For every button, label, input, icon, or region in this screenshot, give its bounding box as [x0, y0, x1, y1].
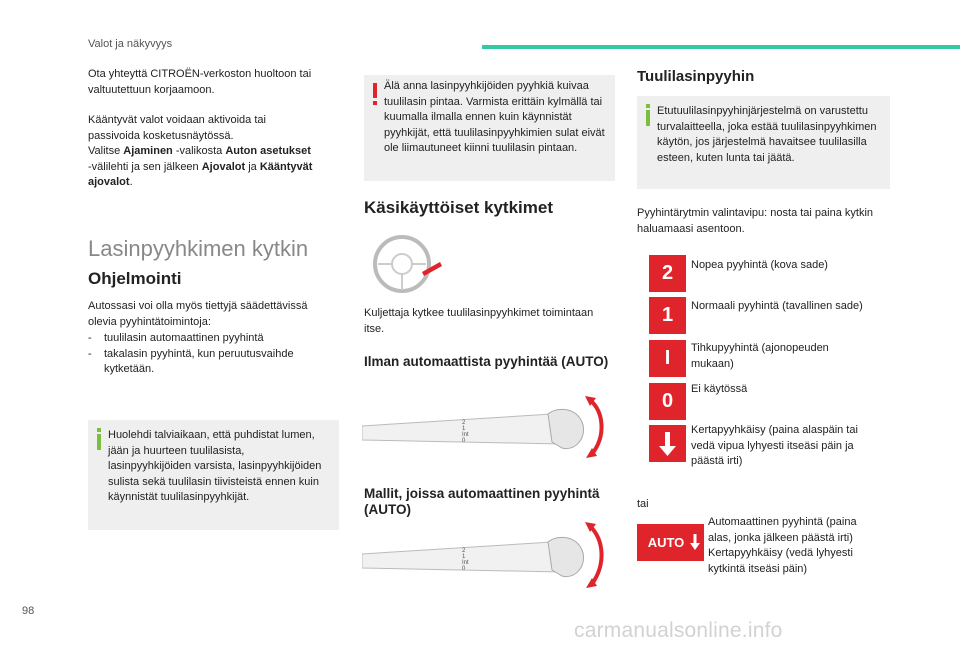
speed-2-icon: 2 — [649, 255, 686, 292]
section-header: Valot ja näkyvyys — [88, 38, 173, 50]
off-description: Ei käytössä — [691, 383, 748, 395]
auto-heading: Mallit, joissa automaattinen pyyhintä (AUTO) — [364, 486, 600, 517]
warning-box-text: Älä anna lasinpyyhkijöiden pyyhkiä kuivaa tuulilasin pintaa. Varmista erittäin kylmällä tai kuumalla ilmalla ennen kuin käynnistät pyyhkijät, että tuulilasinpyyhkimien sulat eivät ole liimautuneet kiinni tuulilasin pintaan. — [384, 80, 605, 154]
watermark: carmanualsonline.info — [574, 619, 783, 642]
or-text: tai — [637, 498, 649, 510]
list-item: - takalasin pyyhintä, kun peruutusvaihde kytketään. — [88, 347, 294, 375]
page-number: 98 — [22, 605, 35, 617]
contact-paragraph: Ota yhteyttä CITROËN-verkoston huoltoon tai valtuutettuun korjaamoon. — [88, 68, 312, 96]
svg-text:2: 2 — [462, 420, 466, 426]
warning-box — [364, 75, 615, 181]
svg-text:0: 0 — [462, 438, 466, 444]
selector-paragraph: Pyyhintärytmin valintavipu: nosta tai paina kytkin haluamaasi asentoon. — [637, 207, 874, 235]
text-line: Valitse Ajaminen -valikosta Auton asetukset — [88, 145, 311, 157]
intermittent-description: Tihkupyyhintä (ajonopeuden mukaan) — [691, 342, 829, 370]
info-icon — [96, 428, 102, 450]
single-wipe-description: Kertapyyhkäisy (paina alaspäin tai vedä vipua lyhyesti itseäsi päin ja päästä irti) — [691, 424, 858, 467]
list-item: - tuulilasin automaattinen pyyhintä — [88, 332, 264, 344]
speed-1-description: Normaali pyyhintä (tavallinen sade) — [691, 300, 863, 312]
text-line: -välilehti ja sen jälkeen Ajovalot ja Kääntyvät — [88, 160, 313, 173]
svg-text:1: 1 — [462, 554, 466, 560]
manual-switches-title: Käsikäyttöiset kytkimet — [364, 198, 553, 217]
wiper-stalk-illustration — [362, 392, 608, 468]
manual-switch-paragraph: Kuljettaja kytkee tuulilasinpyyhkimet toimintaan itse. — [364, 307, 594, 335]
warning-icon — [372, 83, 378, 105]
svg-text:1: 1 — [462, 426, 466, 432]
feature-list — [88, 331, 338, 378]
no-auto-heading: Ilman automaattista pyyhintää (AUTO) — [364, 354, 609, 369]
auto-arrow-down-icon — [690, 534, 700, 552]
info-icon — [645, 104, 651, 126]
cornering-lights-paragraph — [88, 113, 348, 191]
speed-2-description: Nopea pyyhintä (kova sade) — [691, 259, 828, 271]
auto-icon: AUTO — [637, 524, 704, 561]
svg-text:Int: Int — [462, 432, 469, 438]
svg-text:2: 2 — [462, 548, 466, 554]
info-box-text: Huolehdi talviaikaan, että puhdistat lumen, jään ja huurteen tuulilasista, lasinpyyhkijöiden varsista, lasinpyyhkijöiden sulista sekä tuulilasin tiivisteistä ennen kuin käynnistät tuulilasinpyyhkijät. — [108, 429, 322, 503]
info-box-text: Etutuulilasinpyyhinjärjestelmä on varustettu turvalaitteella, joka estää tuulilasinpyyhkimen käytön, jos järjestelmä havaitsee tuulilasilla esteen, kuten lunta tai jäätä. — [657, 105, 877, 164]
text-line: passivoida kosketusnäytössä. — [88, 129, 234, 142]
text-line: Kääntyvät valot voidaan aktivoida tai — [88, 114, 266, 126]
windscreen-wiper-title: Tuulilasinpyyhin — [637, 68, 755, 85]
auto-description: Automaattinen pyyhintä (paina alas, jonka jälkeen päästä irti) Kertapyyhkäisy (vedä lyhyesti kytkintä itseäsi päin) — [708, 516, 857, 575]
off-icon: 0 — [649, 383, 686, 420]
speed-1-icon: 1 — [649, 297, 686, 334]
svg-text:0: 0 — [462, 566, 466, 572]
text-line: ajovalot. — [88, 176, 133, 188]
programming-paragraph: Autossasi voi olla myös tiettyjä säädettävissä olevia pyyhintätoimintoja: — [88, 300, 308, 328]
safety-info-box — [637, 96, 890, 189]
steering-wheel-illustration — [364, 232, 444, 294]
wiper-stalk-auto-illustration — [362, 518, 608, 596]
header-accent-bar — [482, 45, 960, 49]
intermittent-icon: I — [649, 340, 686, 377]
winter-info-box — [88, 420, 339, 530]
svg-text:Int: Int — [462, 560, 469, 566]
section-title: Lasinpyyhkimen kytkin — [88, 236, 309, 261]
arrow-down-icon — [649, 425, 686, 462]
subsection-title: Ohjelmointi — [88, 269, 182, 288]
